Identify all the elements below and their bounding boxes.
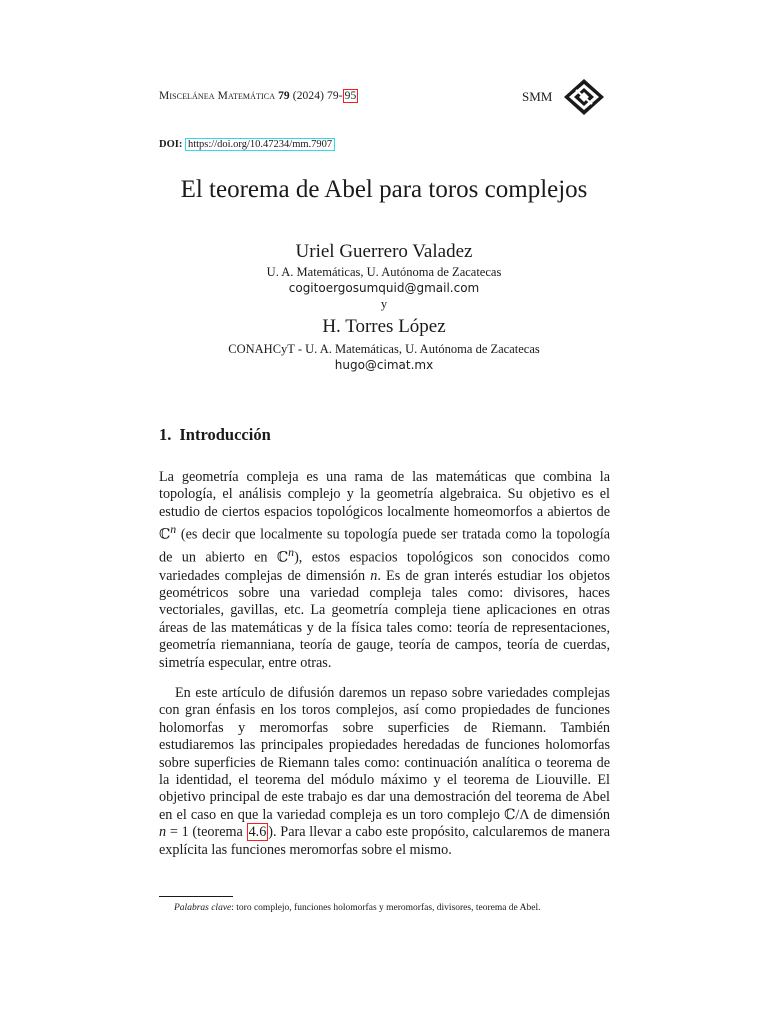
p1-math-n: n	[370, 567, 378, 584]
author-affiliation-1: U. A. Matemáticas, U. Autónoma de Zacatecas	[266, 265, 502, 279]
doi-link[interactable]: https://doi.org/10.47234/mm.7907	[185, 138, 335, 151]
p1-text-a: La geometría compleja es una rama de las matemáticas que combina la topología, el análisis complejo y la geometría algebraica. Su objetivo es el estudio de ciertos espacios topológicos localmente homeomorfos a abiertos de ℂ	[159, 469, 610, 543]
doi-label: DOI:	[159, 139, 183, 150]
author-conjunction: y	[380, 297, 388, 311]
smm-logo-icon	[563, 78, 605, 116]
journal-year: (2024)	[292, 90, 325, 102]
p2-math-n: n	[159, 824, 167, 841]
p1-text-b: (es decir que localmente su topología puede ser tratada como la topología de un abierto en ℂ	[159, 526, 610, 567]
paragraph-2	[159, 685, 610, 859]
p2-text-c: ). Para llevar a cabo este propósito, calcularemos de manera explícita las funciones meromorfas sobre el mismo.	[159, 824, 610, 858]
theorem-ref-link[interactable]: 4.6	[248, 824, 267, 841]
doi-line	[159, 139, 335, 150]
p2-text-b: = 1 (teorema	[166, 824, 247, 841]
p2-text-a: En este artículo de difusión daremos un repaso sobre variedades complejas con gran énfasis en los toros complejos, así como propiedades de funciones holomorfas y meromorfas sobre superficies de Riemann. También estudiaremos las principales propiedades heredadas de funciones holomorfas sobre superficies de Riemann tales como: continuación analítica o teorema de la identidad, el teorema del módulo máximo y el teorema de Liouville. El objetivo principal de este trabajo es dar una demostración del teorema de Abel en el caso en que la variedad compleja es un toro complejo ℂ/Λ de dimensión	[159, 685, 610, 823]
section-number: 1.	[159, 425, 172, 444]
running-header	[159, 90, 358, 102]
p1-text-d: . Es de gran interés estudiar los objetos geométricos sobre una variedad compleja tales como: divisores, haces vectoriales, gavillas, etc. La geometría compleja tiene aplicaciones en otras áreas de las matemáticas y de la física tales como: teoría de representaciones, geometría riemanniana, teoría de gauge, teoría de campos, teoría de cuerdas, simetría especular, entre otras.	[159, 567, 610, 671]
page-range-start: 79-	[327, 90, 343, 102]
journal-volume: 79	[278, 90, 290, 102]
p1-sup-n-1: n	[170, 522, 177, 537]
p1-sup-n-2: n	[288, 545, 295, 560]
author-name-2: H. Torres López	[322, 316, 446, 337]
author-email-2[interactable]: hugo@cimat.mx	[334, 358, 434, 372]
paragraph-1	[159, 469, 610, 672]
society-abbrev: SMM	[522, 89, 553, 104]
journal-name: Miscelánea Matemática	[159, 90, 276, 102]
section-heading	[159, 425, 271, 445]
page-range-end-link[interactable]: 95	[344, 90, 357, 102]
footnote-text: : toro complejo, funciones holomorfas y meromorfas, divisores, teorema de Abel.	[231, 903, 541, 913]
author-name-1: Uriel Guerrero Valadez	[295, 241, 473, 262]
paper-title: El teorema de Abel para toros complejos	[180, 176, 588, 203]
footnote-rule	[159, 896, 233, 897]
section-title: Introducción	[179, 425, 271, 444]
footnote	[174, 903, 540, 913]
author-affiliation-2: CONAHCyT - U. A. Matemáticas, U. Autónoma de Zacatecas	[228, 342, 540, 356]
author-email-1[interactable]: cogitoergosumquid@gmail.com	[288, 281, 480, 295]
p1-text-c: ), estos espacios topológicos son conocidos como variedades complejas de dimensión	[159, 550, 610, 584]
footnote-label: Palabras clave	[174, 903, 232, 913]
